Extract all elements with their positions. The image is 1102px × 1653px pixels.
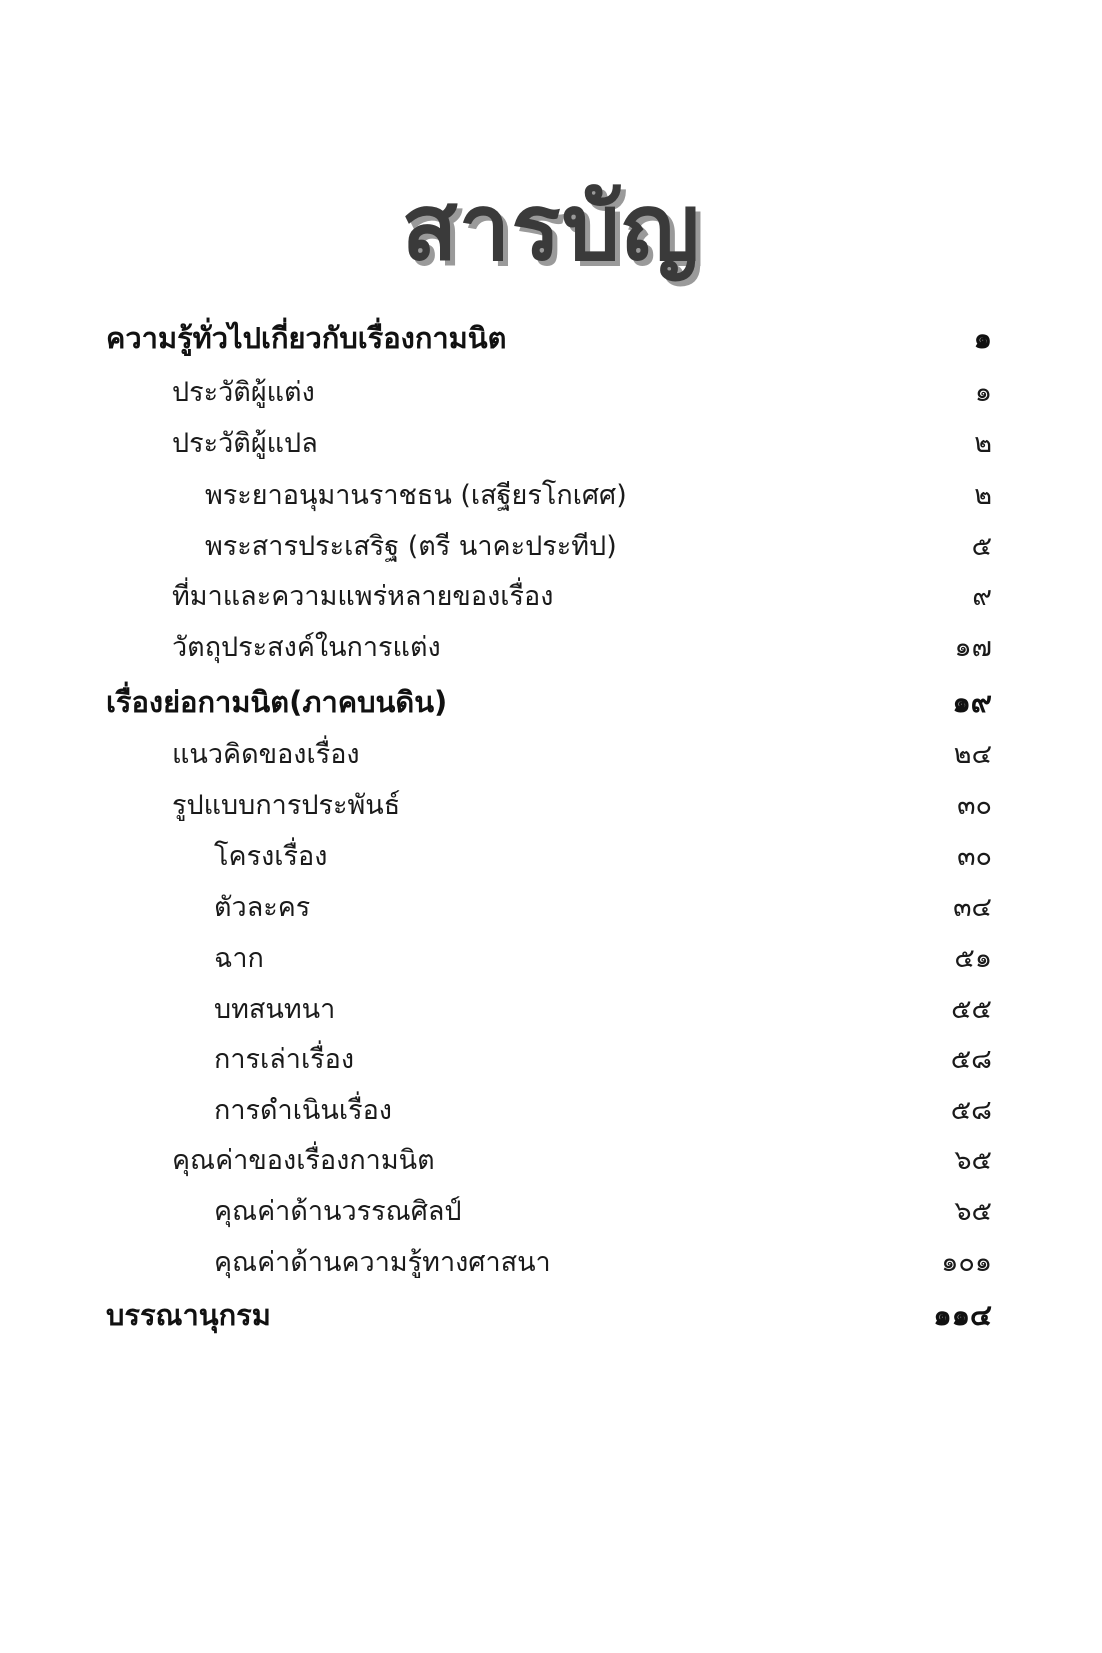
toc-entry-label: รูปแบบการประพันธ์ (172, 790, 401, 821)
toc-entry-page: ๖๕ (954, 1145, 992, 1176)
toc-entry-section[interactable] (0, 1293, 1102, 1337)
page-title: สารบัญ (401, 174, 701, 281)
toc-entry-page: ๑๑๔ (933, 1298, 992, 1332)
toc-entry-label: ฉาก (214, 943, 264, 974)
toc-entry-page: ๑๙ (952, 685, 992, 719)
toc-entry[interactable] (0, 575, 1102, 619)
toc-entry-page: ๕๘ (950, 1095, 992, 1126)
toc-entry-page: ๑ (974, 377, 992, 408)
toc-entry[interactable] (0, 1139, 1102, 1183)
toc-entry-label: ความรู้ทั่วไปเกี่ยวกับเรื่องกามนิต (106, 321, 507, 355)
toc-entry-section[interactable] (0, 680, 1102, 724)
toc-entry-page: ๓๐ (957, 790, 992, 821)
toc-entry-label: พระยาอนุมานราชธน (เสฐียรโกเศศ) (205, 480, 627, 511)
toc-entry-label: คุณค่าด้านวรรณศิลป์ (214, 1196, 462, 1227)
toc-entry-label: การเล่าเรื่อง (214, 1044, 355, 1075)
toc-entry-page: ๒ (974, 428, 992, 459)
toc-entry-label: แนวคิดของเรื่อง (172, 739, 360, 770)
toc-entry-section[interactable] (0, 316, 1102, 360)
toc-entry-page: ๙ (972, 581, 992, 612)
toc-entry-label: โครงเรื่อง (214, 841, 328, 872)
toc-entry-page: ๓๔ (953, 892, 992, 923)
toc-entry[interactable] (0, 626, 1102, 670)
toc-entry[interactable] (0, 733, 1102, 777)
toc-entry[interactable] (0, 422, 1102, 466)
toc-entry-sub[interactable] (0, 525, 1102, 569)
toc-entry-label: ประวัติผู้แปล (172, 428, 318, 459)
toc-entry-sub[interactable] (0, 835, 1102, 879)
toc-entry-label: คุณค่าด้านความรู้ทางศาสนา (214, 1247, 551, 1278)
toc-entry[interactable] (0, 371, 1102, 415)
toc-entry-label: เรื่องย่อกามนิต(ภาคบนดิน) (106, 685, 448, 719)
toc-entry-page: ๓๐ (957, 841, 992, 872)
toc-entry-label: ที่มาและความแพร่หลายของเรื่อง (172, 581, 554, 612)
toc-entry-label: คุณค่าของเรื่องกามนิต (172, 1145, 435, 1176)
toc-entry-page: ๑๐๑ (941, 1247, 992, 1278)
toc-entry-page: ๕ (971, 531, 992, 562)
toc-entry-sub[interactable] (0, 1241, 1102, 1285)
toc-entry-page: ๑๗ (954, 632, 992, 663)
toc-entry[interactable] (0, 784, 1102, 828)
toc-entry-sub[interactable] (0, 1038, 1102, 1082)
toc-entry-sub[interactable] (0, 474, 1102, 518)
toc-entry-sub[interactable] (0, 1089, 1102, 1133)
toc-entry-page: ๒ (974, 480, 992, 511)
toc-entry-page: ๖๕ (954, 1196, 992, 1227)
toc-entry-label: บทสนทนา (214, 994, 336, 1025)
toc-entry-page: ๕๘ (950, 1044, 992, 1075)
toc-entry-sub[interactable] (0, 1190, 1102, 1234)
toc-entry-sub[interactable] (0, 886, 1102, 930)
toc-entry-page: ๕๑ (954, 943, 992, 974)
toc-entry-label: วัตถุประสงค์ในการแต่ง (172, 632, 441, 663)
toc-entry-label: พระสารประเสริฐ (ตรี นาคะประทีป) (205, 531, 617, 562)
toc-entry-page: ๑ (973, 321, 992, 355)
toc-entry-sub[interactable] (0, 937, 1102, 981)
toc-entry-label: บรรณานุกรม (106, 1298, 271, 1332)
toc-entry-label: การดำเนินเรื่อง (214, 1095, 392, 1126)
toc-entry-page: ๒๔ (953, 739, 992, 770)
toc-entry-page: ๕๕ (951, 994, 992, 1025)
toc-entry-label: ตัวละคร (214, 892, 311, 923)
toc-entry-sub[interactable] (0, 988, 1102, 1032)
toc-entry-label: ประวัติผู้แต่ง (172, 377, 315, 408)
